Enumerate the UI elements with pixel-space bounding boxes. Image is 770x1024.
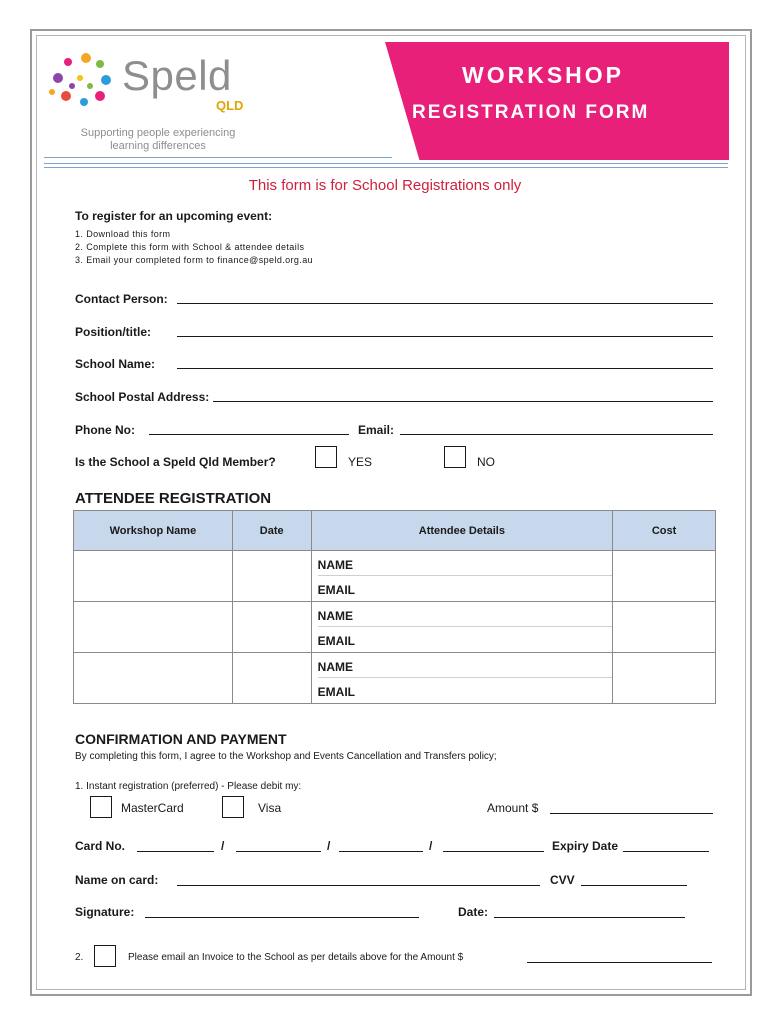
option-1-text: 1. Instant registration (preferred) - Please debit my: xyxy=(75,781,302,792)
email-label: Email: xyxy=(358,423,395,437)
card-no-field-2[interactable] xyxy=(236,851,321,852)
column-header-cost: Cost xyxy=(613,511,716,551)
notice-text: This form is for School Registrations only xyxy=(248,177,522,194)
banner-title-line1: WORKSHOP xyxy=(462,62,624,88)
card-separator-3: / xyxy=(429,839,433,853)
card-no-field-4[interactable] xyxy=(443,851,544,852)
title-banner xyxy=(385,42,729,160)
date-label: Date: xyxy=(458,905,489,919)
column-header-workshop: Workshop Name xyxy=(74,511,233,551)
phone-label: Phone No: xyxy=(75,423,135,437)
option-2-number: 2. xyxy=(75,952,84,963)
date-cell[interactable] xyxy=(232,653,311,704)
card-no-label: Card No. xyxy=(75,839,126,853)
expiry-field[interactable] xyxy=(623,851,709,852)
card-no-field-1[interactable] xyxy=(137,851,214,852)
attendee-details-cell[interactable] xyxy=(311,602,612,653)
member-no-label: NO xyxy=(477,455,495,469)
position-field[interactable] xyxy=(177,336,713,337)
attendee-name-label: NAME xyxy=(318,602,612,627)
logo-tagline: Supporting people experiencing learning differences xyxy=(80,127,236,152)
attendee-email-label: EMAIL xyxy=(317,583,355,597)
phone-field[interactable] xyxy=(149,434,349,435)
attendee-heading: ATTENDEE REGISTRATION xyxy=(75,490,272,507)
card-no-field-3[interactable] xyxy=(339,851,423,852)
table-row xyxy=(74,653,716,704)
intro-step-3: 3. Email your completed form to finance@speld.org.au xyxy=(75,255,314,265)
mastercard-checkbox[interactable] xyxy=(90,796,112,818)
banner-title-line2: REGISTRATION FORM xyxy=(412,102,650,123)
dots-burst-icon xyxy=(44,48,124,118)
attendee-details-cell[interactable] xyxy=(311,551,612,602)
logo-wordmark: Speld xyxy=(122,52,232,99)
column-header-attendee: Attendee Details xyxy=(311,511,612,551)
member-yes-label: YES xyxy=(348,455,373,469)
cvv-field[interactable] xyxy=(581,885,687,886)
mastercard-label: MasterCard xyxy=(121,801,184,815)
logo-region: QLD xyxy=(216,98,244,113)
postal-address-label: School Postal Address: xyxy=(75,390,210,404)
header-rule-2 xyxy=(44,167,728,168)
workshop-name-cell[interactable] xyxy=(74,551,233,602)
attendee-table xyxy=(73,510,716,704)
visa-label: Visa xyxy=(258,801,282,815)
member-yes-checkbox[interactable] xyxy=(315,446,337,468)
email-field[interactable] xyxy=(400,434,713,435)
contact-person-field[interactable] xyxy=(177,303,713,304)
postal-address-field[interactable] xyxy=(213,401,713,402)
amount-label: Amount $ xyxy=(487,801,539,815)
card-separator-2: / xyxy=(327,839,331,853)
cost-cell[interactable] xyxy=(613,602,716,653)
school-name-field[interactable] xyxy=(177,368,713,369)
header-rule xyxy=(44,163,728,164)
intro-step-2: 2. Complete this form with School & attendee details xyxy=(75,242,305,252)
amount-field[interactable] xyxy=(550,813,713,814)
invoice-amount-field[interactable] xyxy=(527,962,712,963)
school-name-label: School Name: xyxy=(75,357,156,371)
attendee-name-label: NAME xyxy=(318,551,612,576)
date-field[interactable] xyxy=(494,917,685,918)
speld-logo xyxy=(44,44,274,159)
invoice-checkbox[interactable] xyxy=(94,945,116,967)
table-header-row xyxy=(74,511,716,551)
attendee-name-label: NAME xyxy=(318,653,612,678)
visa-checkbox[interactable] xyxy=(222,796,244,818)
workshop-name-cell[interactable] xyxy=(74,602,233,653)
member-question: Is the School a Speld Qld Member? xyxy=(75,455,276,469)
signature-label: Signature: xyxy=(75,905,135,919)
signature-field[interactable] xyxy=(145,917,419,918)
date-cell[interactable] xyxy=(232,551,311,602)
logo-divider xyxy=(44,157,392,158)
card-separator-1: / xyxy=(221,839,225,853)
cost-cell[interactable] xyxy=(613,653,716,704)
position-label: Position/title: xyxy=(75,325,151,339)
table-row xyxy=(74,602,716,653)
contact-person-label: Contact Person: xyxy=(75,292,168,306)
attendee-details-cell[interactable] xyxy=(311,653,612,704)
name-on-card-label: Name on card: xyxy=(75,873,159,887)
option-2-text: Please email an Invoice to the School as per details above for the Amount $ xyxy=(128,952,464,963)
intro-heading: To register for an upcoming event: xyxy=(75,209,273,223)
name-on-card-field[interactable] xyxy=(177,885,540,886)
intro-step-1: 1. Download this form xyxy=(75,229,171,239)
attendee-email-label: EMAIL xyxy=(317,685,355,699)
agree-text: By completing this form, I agree to the Workshop and Events Cancellation and Transfers policy; xyxy=(75,751,497,762)
table-row xyxy=(74,551,716,602)
attendee-email-label: EMAIL xyxy=(317,634,355,648)
expiry-label: Expiry Date xyxy=(552,839,619,853)
date-cell[interactable] xyxy=(232,602,311,653)
cost-cell[interactable] xyxy=(613,551,716,602)
workshop-name-cell[interactable] xyxy=(74,653,233,704)
cvv-label: CVV xyxy=(550,873,575,887)
member-no-checkbox[interactable] xyxy=(444,446,466,468)
payment-heading: CONFIRMATION AND PAYMENT xyxy=(75,731,287,747)
column-header-date: Date xyxy=(232,511,311,551)
